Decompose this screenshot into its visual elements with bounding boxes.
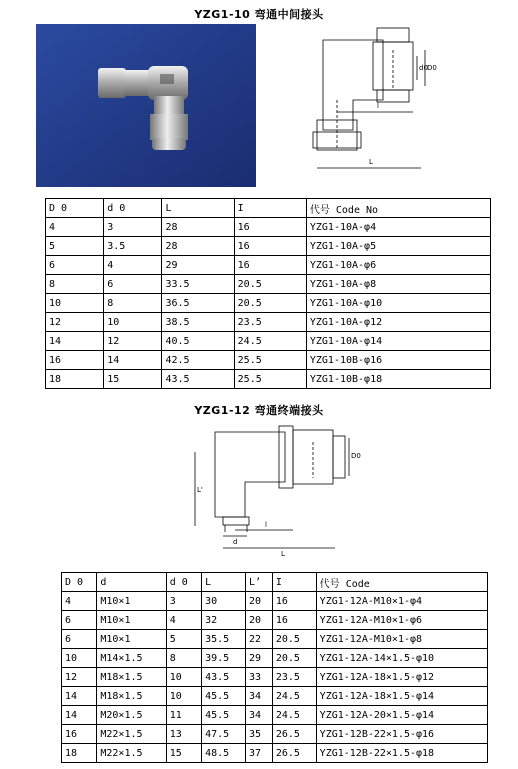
table-cell: YZG1-10A-φ12 (306, 313, 490, 332)
drawing1-label-d0: d0 (419, 64, 428, 72)
table-cell: M18×1.5 (97, 687, 166, 706)
table-cell: 25.5 (234, 370, 306, 389)
table-cell: 10 (166, 668, 201, 687)
table-cell: 18 (46, 370, 104, 389)
table-cell: YZG1-12A-20×1.5-φ14 (316, 706, 487, 725)
table-cell: 16 (234, 237, 306, 256)
table-cell: 16 (272, 592, 316, 611)
table-cell: 35.5 (202, 630, 246, 649)
drawing2-label-d: d (233, 538, 238, 546)
table-cell: 8 (104, 294, 162, 313)
section1-technical-drawing (293, 20, 443, 185)
table-cell: 10 (46, 294, 104, 313)
table-cell: 4 (104, 256, 162, 275)
table-cell: 45.5 (202, 687, 246, 706)
table-cell: 20 (245, 611, 272, 630)
table-cell: 18 (62, 744, 97, 763)
table-header-cell: 代号 Code No (306, 199, 490, 218)
table-header-cell: L (162, 199, 234, 218)
table-cell: 4 (62, 592, 97, 611)
table-cell: M14×1.5 (97, 649, 166, 668)
table-cell: 39.5 (202, 649, 246, 668)
table-header-cell: L (202, 573, 246, 592)
table-cell: 23.5 (272, 668, 316, 687)
table-cell: 10 (62, 649, 97, 668)
table-cell: 6 (104, 275, 162, 294)
table-row (62, 649, 488, 668)
table-cell: 8 (166, 649, 201, 668)
table-cell: 26.5 (272, 725, 316, 744)
table-header-cell: 代号 Code (316, 573, 487, 592)
table-cell: 16 (272, 611, 316, 630)
table-cell: 4 (46, 218, 104, 237)
table-row (62, 706, 488, 725)
table-cell: YZG1-10A-φ14 (306, 332, 490, 351)
table-cell: 43.5 (202, 668, 246, 687)
table-cell: YZG1-10B-φ16 (306, 351, 490, 370)
table-cell: 16 (234, 256, 306, 275)
table-cell: 45.5 (202, 706, 246, 725)
table-cell: 20.5 (234, 275, 306, 294)
section2-spec-table (61, 572, 488, 763)
table-cell: 6 (62, 630, 97, 649)
table-cell: M22×1.5 (97, 744, 166, 763)
table-cell: 28 (162, 237, 234, 256)
drawing2-label-D0: D0 (351, 452, 361, 460)
table-cell: 23.5 (234, 313, 306, 332)
table-cell: 6 (46, 256, 104, 275)
table-row (62, 630, 488, 649)
table-cell: 3 (104, 218, 162, 237)
table-cell: 16 (62, 725, 97, 744)
table-header-cell: d (97, 573, 166, 592)
drawing1-label-L: L (369, 158, 373, 166)
table-cell: 24.5 (272, 687, 316, 706)
table-cell: 43.5 (162, 370, 234, 389)
product-photo (36, 24, 256, 187)
section2-title: YZG1-12 弯通终端接头 (194, 404, 324, 417)
table-cell: YZG1-10A-φ4 (306, 218, 490, 237)
table-cell: YZG1-12A-18×1.5-φ12 (316, 668, 487, 687)
table-cell: M20×1.5 (97, 706, 166, 725)
table-cell: 25.5 (234, 351, 306, 370)
elbow-union-photo-image (36, 24, 256, 187)
table-row (62, 744, 488, 763)
table-cell: 10 (104, 313, 162, 332)
table-header-cell: L’ (245, 573, 272, 592)
drawing2-label-L: L (281, 550, 285, 558)
table-row (46, 218, 491, 237)
table-cell: 40.5 (162, 332, 234, 351)
table-cell: 33.5 (162, 275, 234, 294)
table-cell: 32 (202, 611, 246, 630)
table-cell: YZG1-12B-22×1.5-φ18 (316, 744, 487, 763)
table-cell: YZG1-12A-M10×1-φ4 (316, 592, 487, 611)
table-cell: 3 (166, 592, 201, 611)
table-row (46, 237, 491, 256)
table-cell: 20.5 (272, 630, 316, 649)
table-cell: 15 (166, 744, 201, 763)
table-cell: 33 (245, 668, 272, 687)
table-cell: 16 (234, 218, 306, 237)
table-cell: 16 (46, 351, 104, 370)
table-cell: 3.5 (104, 237, 162, 256)
table-header-row (46, 199, 491, 218)
table-cell: 11 (166, 706, 201, 725)
table-cell: 37 (245, 744, 272, 763)
table-cell: M18×1.5 (97, 668, 166, 687)
table-cell: 14 (46, 332, 104, 351)
table-cell: 48.5 (202, 744, 246, 763)
table-row (62, 611, 488, 630)
table-cell: 34 (245, 687, 272, 706)
table-cell: 14 (62, 706, 97, 725)
table-cell: 20.5 (272, 649, 316, 668)
table-row (46, 275, 491, 294)
table-row (62, 725, 488, 744)
table-cell: 29 (162, 256, 234, 275)
table-cell: 12 (46, 313, 104, 332)
table-row (46, 256, 491, 275)
table-header-cell: d 0 (104, 199, 162, 218)
table-cell: 14 (104, 351, 162, 370)
table-cell: 12 (62, 668, 97, 687)
table-row (46, 370, 491, 389)
table-cell: 8 (46, 275, 104, 294)
table-cell: 29 (245, 649, 272, 668)
table-cell: YZG1-10A-φ6 (306, 256, 490, 275)
table-cell: YZG1-12B-22×1.5-φ16 (316, 725, 487, 744)
drawing1-label-l: l (377, 102, 379, 110)
drawing1-label-D0: D0 (427, 64, 437, 72)
table-cell: 10 (166, 687, 201, 706)
table-cell: 5 (46, 237, 104, 256)
table-cell: YZG1-12A-M10×1-φ6 (316, 611, 487, 630)
table-cell: 24.5 (272, 706, 316, 725)
table-row (62, 592, 488, 611)
table-cell: 15 (104, 370, 162, 389)
table-cell: M10×1 (97, 630, 166, 649)
table-row (46, 294, 491, 313)
table-cell: 42.5 (162, 351, 234, 370)
table-cell: 20 (245, 592, 272, 611)
table-row (46, 332, 491, 351)
table-cell: 6 (62, 611, 97, 630)
table-header-cell: I (234, 199, 306, 218)
table-header-cell: D 0 (46, 199, 104, 218)
section1-title: YZG1-10 弯通中间接头 (194, 8, 324, 21)
table-row (46, 351, 491, 370)
table-cell: YZG1-10A-φ8 (306, 275, 490, 294)
table-cell: 47.5 (202, 725, 246, 744)
table-cell: M10×1 (97, 592, 166, 611)
table-header-row (62, 573, 488, 592)
table-cell: 26.5 (272, 744, 316, 763)
drawing2-label-Lprime: L' (197, 486, 203, 494)
table-cell: YZG1-10A-φ5 (306, 237, 490, 256)
table-cell: M10×1 (97, 611, 166, 630)
table-header-cell: D 0 (62, 573, 97, 592)
table-header-cell: d 0 (166, 573, 201, 592)
table-cell: 5 (166, 630, 201, 649)
table-cell: 14 (62, 687, 97, 706)
table-cell: 38.5 (162, 313, 234, 332)
table-cell: YZG1-10B-φ18 (306, 370, 490, 389)
table-cell: YZG1-12A-14×1.5-φ10 (316, 649, 487, 668)
table-cell: YZG1-12A-M10×1-φ8 (316, 630, 487, 649)
table-row (62, 668, 488, 687)
table-cell: 13 (166, 725, 201, 744)
table-cell: YZG1-10A-φ10 (306, 294, 490, 313)
table-header-cell: I (272, 573, 316, 592)
table-cell: M22×1.5 (97, 725, 166, 744)
table-cell: 4 (166, 611, 201, 630)
table-cell: 34 (245, 706, 272, 725)
table-cell: 28 (162, 218, 234, 237)
table-cell: 20.5 (234, 294, 306, 313)
section1-spec-table (45, 198, 491, 389)
table-cell: 30 (202, 592, 246, 611)
drawing2-label-l: l (265, 521, 267, 529)
table-cell: 12 (104, 332, 162, 351)
table-row (62, 687, 488, 706)
table-cell: 22 (245, 630, 272, 649)
section2-technical-drawing (185, 422, 370, 562)
table-cell: 24.5 (234, 332, 306, 351)
table-row (46, 313, 491, 332)
table-cell: 35 (245, 725, 272, 744)
table-cell: YZG1-12A-18×1.5-φ14 (316, 687, 487, 706)
table-cell: 36.5 (162, 294, 234, 313)
